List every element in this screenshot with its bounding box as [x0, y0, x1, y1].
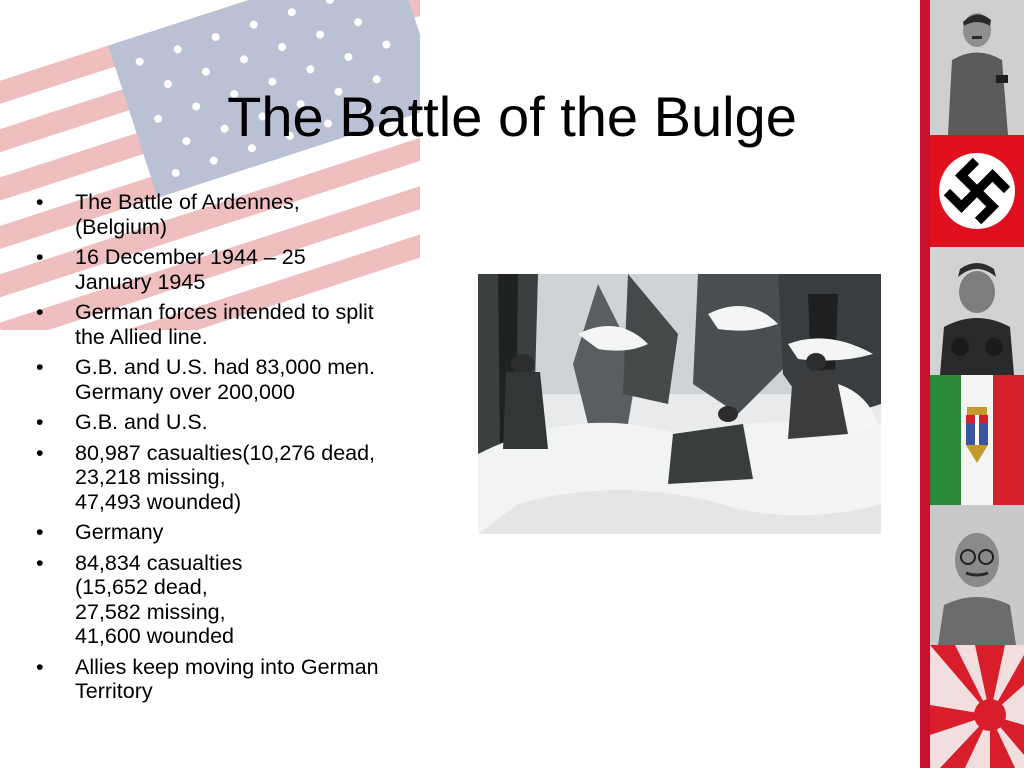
- bullet-item: [36, 300, 446, 349]
- bullet-item: [36, 190, 446, 239]
- bullet-text: G.B. and U.S.: [75, 410, 208, 434]
- portrait-panel-1: [930, 0, 1024, 135]
- bullet-text: The Battle of Ardennes, (Belgium): [75, 190, 300, 239]
- portrait-panel-3: [930, 505, 1024, 645]
- bullet-text: Allies keep moving into German Territory: [75, 654, 379, 703]
- snowy-forest-soldiers-photo: [478, 274, 881, 534]
- bullet-marker: •: [36, 550, 44, 575]
- bullet-item: [36, 245, 446, 294]
- bullet-item: [36, 441, 446, 515]
- bullet-item: [36, 355, 446, 404]
- bullet-text: 80,987 casualties(10,276 dead, 23,218 missing, 47,493 wounded): [75, 440, 376, 514]
- bullet-text: G.B. and U.S. had 83,000 men. Germany over 200,000: [75, 355, 375, 404]
- emblem-panel: [930, 135, 1024, 247]
- bullet-marker: •: [36, 440, 44, 465]
- slide-title: The Battle of the Bulge: [227, 85, 797, 148]
- bullet-text: 84,834 casualties (15,652 dead, 27,582 missing, 41,600 wounded: [75, 550, 243, 648]
- bullet-marker: •: [36, 410, 44, 434]
- bullet-text: Germany: [75, 520, 164, 544]
- bullet-marker: •: [36, 355, 44, 379]
- bullet-marker: •: [36, 520, 44, 544]
- bullet-marker: •: [36, 654, 44, 679]
- bullet-marker: •: [36, 190, 44, 214]
- bullet-marker: •: [36, 300, 44, 324]
- bullet-list: [36, 190, 446, 710]
- bullet-text: 16 December 1944 – 25 January 1945: [75, 245, 306, 294]
- tricolor-flag-panel: [930, 375, 1024, 505]
- bullet-text: German forces intended to split the Allied line.: [75, 300, 374, 349]
- bullet-marker: •: [36, 245, 44, 269]
- bullet-item: [36, 520, 446, 545]
- bullet-item: [36, 410, 446, 435]
- bullet-item: [36, 551, 446, 649]
- portrait-panel-2: [930, 247, 1024, 375]
- rising-sun-panel: [930, 645, 1024, 768]
- bullet-item: [36, 655, 446, 704]
- red-strip-edge: [920, 0, 930, 768]
